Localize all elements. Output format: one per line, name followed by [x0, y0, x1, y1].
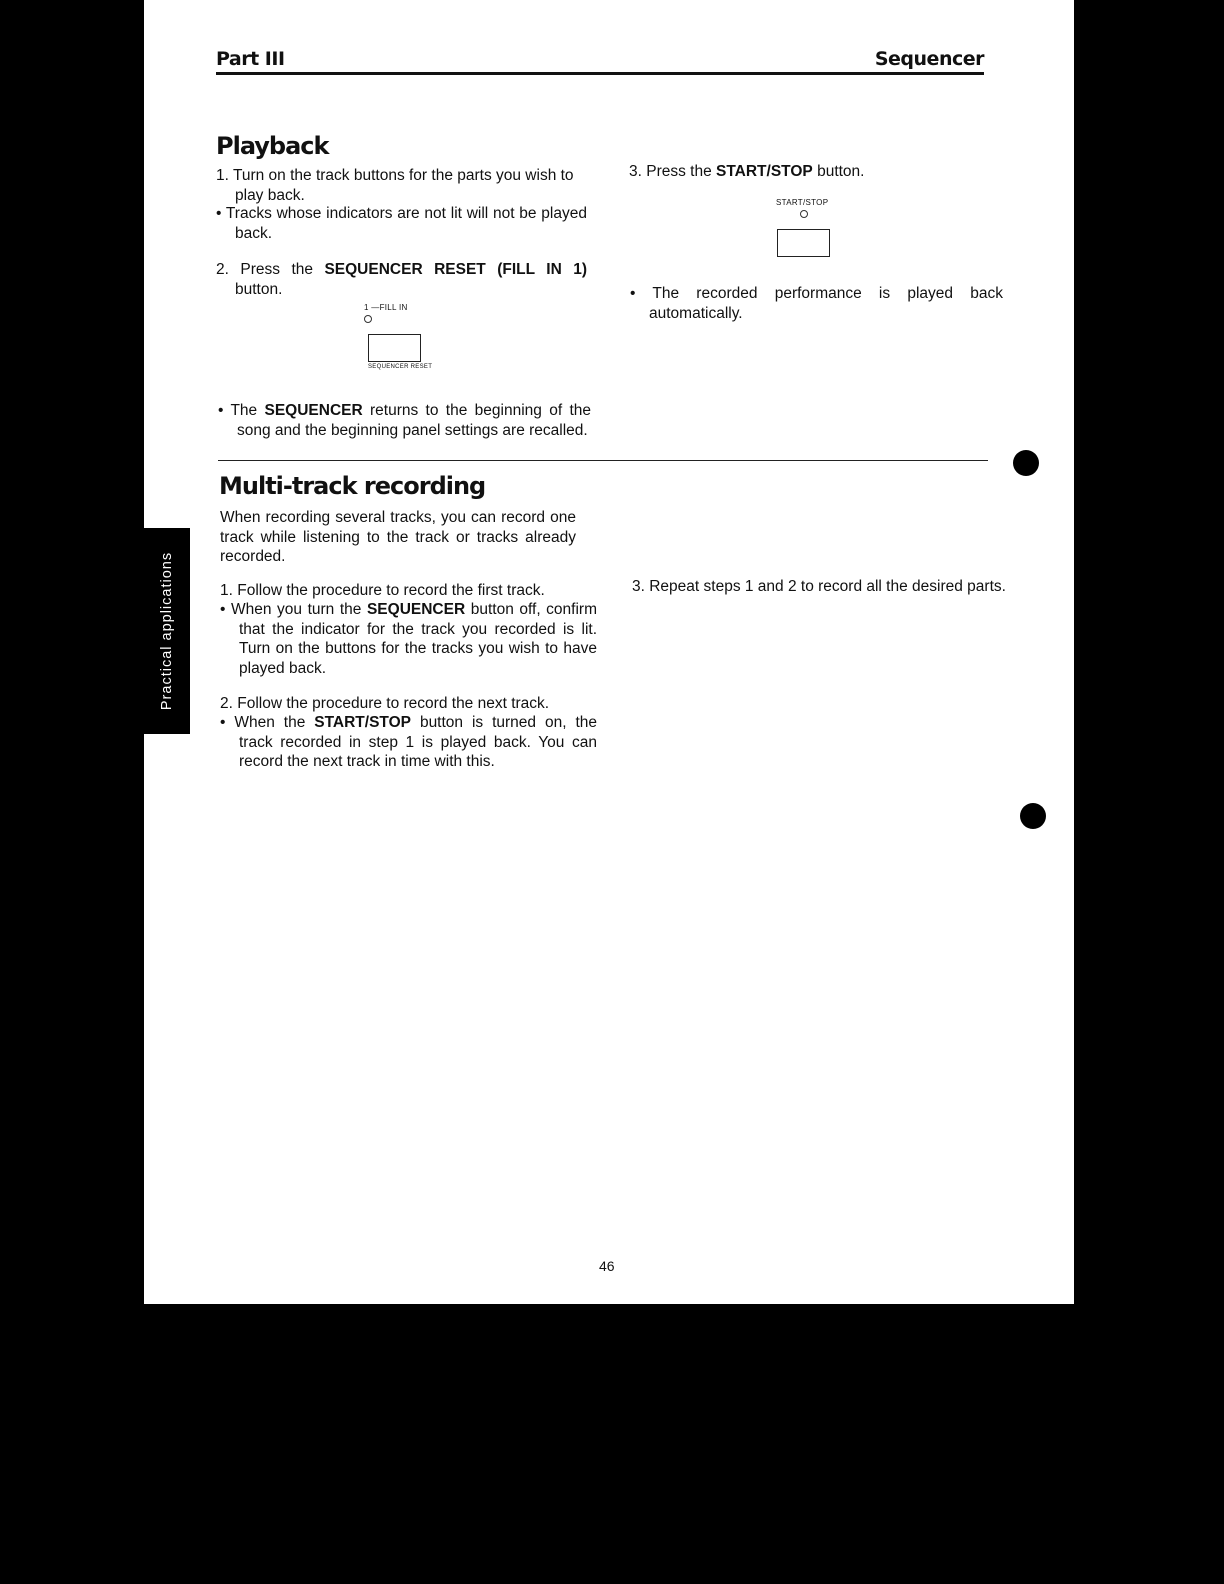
sequencer-button-label: SEQUENCER: [366, 601, 466, 618]
header-part: Part III: [216, 48, 285, 70]
multitrack-step-1: 1. Follow the procedure to record the first track.: [220, 582, 545, 599]
multitrack-bullet-2-suffix: button is turned on, the track recorded in step 1 is played back. You can record the next track in time with this.: [239, 714, 597, 770]
playback-title: Playback: [216, 132, 329, 160]
section-divider: [218, 460, 988, 461]
sequencer-reset-label: SEQUENCER RESET (FILL IN 1): [324, 261, 587, 278]
multitrack-bullet-2-prefix: • When the: [220, 714, 315, 731]
playback-step-3: [629, 162, 1004, 182]
multitrack-step-3: 3. Repeat steps 1 and 2 to record all the desired parts.: [632, 578, 1006, 595]
playback-bullet-2: [218, 401, 591, 440]
start-stop-label: START/STOP: [716, 163, 813, 180]
start-stop-button-label: START/STOP: [314, 714, 412, 731]
playback-step-2-prefix: 2. Press the: [216, 261, 325, 278]
scan-border-bottom: [0, 1304, 1224, 1584]
side-tab: [144, 528, 190, 734]
multitrack-bullet-2: [220, 713, 597, 772]
header-rule: [216, 72, 984, 75]
binder-hole-bottom: [1020, 803, 1046, 829]
multitrack-bullet-1: [220, 600, 597, 678]
start-stop-caption: START/STOP: [776, 198, 829, 207]
multitrack-intro: When recording several tracks, you can record one track while listening to the track or tracks already recorded.: [220, 509, 576, 565]
start-stop-button[interactable]: [777, 229, 830, 257]
binder-hole-top: [1013, 450, 1039, 476]
playback-step-2-suffix: button.: [235, 280, 283, 298]
playback-bullet-2-suffix: returns to the beginning of the song and the beginning panel settings are recalled.: [237, 402, 592, 439]
side-tab-label: Practical applications: [159, 551, 175, 711]
playback-bullet-1: • Tracks whose indicators are not lit will not be played back.: [216, 205, 587, 242]
multitrack-bullet-1-suffix: button off, confirm that the indicator for the track you recorded is lit. Turn on the buttons for the tracks you wish to have played back.: [239, 601, 597, 677]
start-stop-indicator-icon: [800, 210, 808, 218]
playback-step-3-suffix: button.: [812, 163, 865, 180]
fill-in-label: 1 —FILL IN: [364, 303, 408, 312]
header-section: Sequencer: [874, 48, 984, 70]
sequencer-label: SEQUENCER: [264, 402, 363, 419]
sequencer-reset-button[interactable]: [368, 334, 421, 362]
document-page: [144, 6, 1074, 1304]
multitrack-bullet-1-prefix: • When you turn the: [220, 601, 367, 618]
fill-in-indicator-icon: [364, 315, 372, 323]
page-number: 46: [599, 1258, 615, 1274]
sequencer-reset-caption: SEQUENCER RESET: [368, 364, 433, 370]
playback-step-3-prefix: 3. Press the: [629, 163, 717, 180]
multitrack-step-2: 2. Follow the procedure to record the next track.: [220, 695, 550, 712]
playback-bullet-3: • The recorded performance is played back automatically.: [630, 285, 1003, 322]
multitrack-title: Multi-track recording: [219, 472, 486, 500]
playback-step-1: 1. Turn on the track buttons for the parts you wish to play back.: [216, 167, 574, 204]
playback-step-2: [216, 260, 587, 299]
playback-bullet-2-prefix: • The: [218, 402, 265, 419]
